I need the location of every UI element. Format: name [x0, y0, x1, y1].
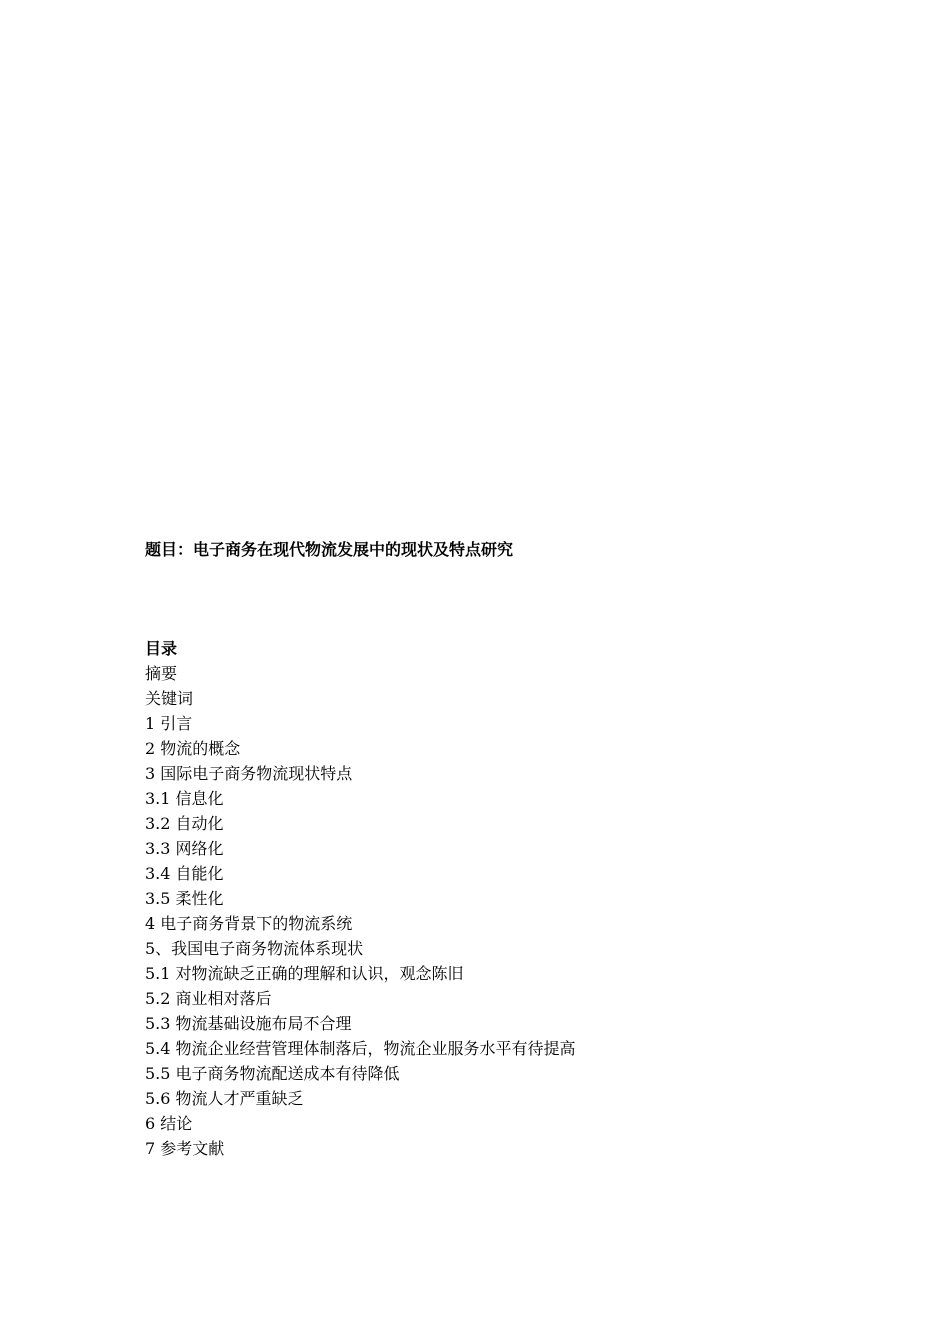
toc-item: 4 电子商务背景下的物流系统	[145, 914, 353, 933]
toc-item: 5.3 物流基础设施布局不合理	[145, 1014, 352, 1033]
toc-item: 1 引言	[145, 714, 193, 733]
toc-item: 关键词	[145, 689, 194, 708]
toc-heading: 目录	[145, 639, 178, 658]
toc-item: 3 国际电子商务物流现状特点	[145, 764, 353, 783]
toc-item: 2 物流的概念	[145, 739, 241, 758]
toc-item: 5.5 电子商务物流配送成本有待降低	[145, 1064, 400, 1083]
toc-item: 3.3 网络化	[145, 839, 224, 858]
toc-item: 6 结论	[145, 1114, 193, 1133]
toc-item: 5.1 对物流缺乏正确的理解和认识，观念陈旧	[145, 964, 464, 983]
table-of-contents	[145, 661, 576, 1161]
toc-item: 3.4 自能化	[145, 864, 224, 883]
document-title: 题目：电子商务在现代物流发展中的现状及特点研究	[145, 540, 514, 559]
toc-item: 5.2 商业相对落后	[145, 989, 272, 1008]
toc-item: 3.2 自动化	[145, 814, 224, 833]
toc-item: 5、我国电子商务物流体系现状	[145, 939, 364, 958]
toc-item: 5.6 物流人才严重缺乏	[145, 1089, 304, 1108]
toc-item: 3.5 柔性化	[145, 889, 224, 908]
toc-item: 7 参考文献	[145, 1139, 225, 1158]
toc-item: 3.1 信息化	[145, 789, 224, 808]
toc-item: 5.4 物流企业经营管理体制落后，物流企业服务水平有待提高	[145, 1039, 576, 1058]
toc-item: 摘要	[145, 664, 178, 683]
